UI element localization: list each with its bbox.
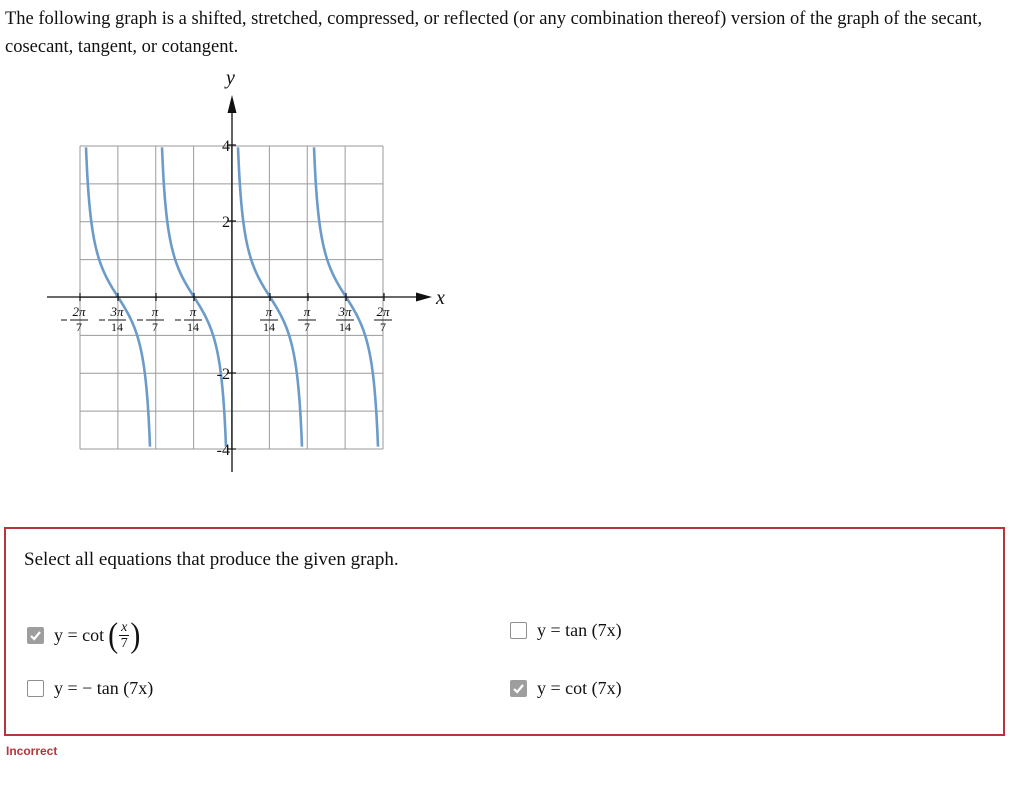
option-d[interactable] <box>510 678 622 699</box>
x-tick-label-den: 7 <box>152 320 158 334</box>
option-c-checkbox[interactable] <box>27 680 44 697</box>
option-d-label: y = cot (7x) <box>537 678 622 698</box>
x-axis-label: x <box>436 287 445 309</box>
y-axis-arrow-icon <box>228 95 237 113</box>
x-tick-label-den: 7 <box>304 320 310 334</box>
check-icon <box>29 629 42 642</box>
option-a-den: 7 <box>120 636 128 651</box>
x-tick-label-den: 14 <box>339 320 351 334</box>
status-incorrect: Incorrect <box>6 744 58 758</box>
option-a-checkbox[interactable] <box>27 627 44 644</box>
x-tick-label-num: π <box>265 304 273 319</box>
y-axis-label: y <box>226 67 235 89</box>
option-b-checkbox[interactable] <box>510 622 527 639</box>
option-a[interactable] <box>27 615 141 654</box>
y-tick-label: 4 <box>222 138 230 155</box>
x-tick-label-num: 2π <box>72 304 86 319</box>
option-c[interactable] <box>27 678 153 699</box>
function-graph <box>0 0 480 480</box>
x-tick-label-num: π <box>303 304 311 319</box>
x-tick-label-den: 7 <box>380 320 386 334</box>
x-tick-label-den: 14 <box>111 320 123 334</box>
y-tick-label: -2 <box>216 366 230 383</box>
x-tick-label-num: 3π <box>338 304 352 319</box>
x-tick-label-den: 14 <box>263 320 275 334</box>
x-tick-label-den: 7 <box>76 320 82 334</box>
answer-instruction: Select all equations that produce the given graph. <box>24 549 399 570</box>
y-tick-label: -4 <box>216 442 230 459</box>
x-tick-label-num: π <box>189 304 197 319</box>
x-tick-label-den: 14 <box>187 320 199 334</box>
x-tick-label-num: 2π <box>376 304 390 319</box>
x-tick-label-num: π <box>151 304 159 319</box>
check-icon <box>512 682 525 695</box>
question-text: The following graph is a shifted, stretched, compressed, or reflected (or any combination thereof) version of the graph of the secant, cosecant, tangent, or cotangent. <box>5 9 983 57</box>
x-axis-arrow-icon <box>416 293 432 302</box>
option-a-num: x <box>121 620 128 635</box>
answer-panel <box>4 527 1005 736</box>
y-tick-label: 2 <box>222 214 230 231</box>
option-a-label: y = cot ( $\frac{x}{7}$ ) <box>54 615 141 654</box>
option-c-label: y = − tan (7x) <box>54 678 154 698</box>
x-tick-label-num: 3π <box>110 304 124 319</box>
option-a-lhs: y = cot <box>54 625 105 645</box>
option-b[interactable] <box>510 620 622 641</box>
option-b-label: y = tan (7x) <box>537 620 622 640</box>
option-d-checkbox[interactable] <box>510 680 527 697</box>
